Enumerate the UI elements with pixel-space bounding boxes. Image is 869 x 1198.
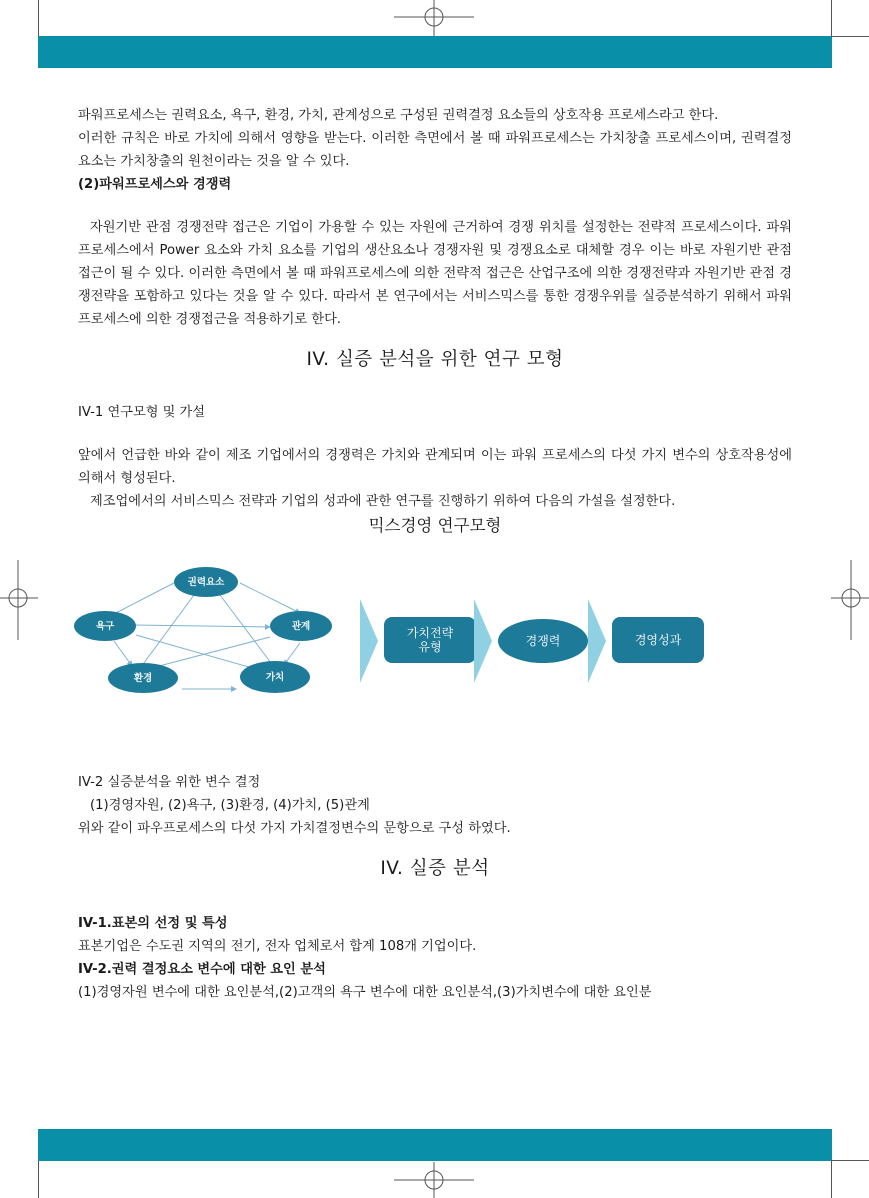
node-value: 가치 [240,661,310,693]
footer-band [38,1129,832,1161]
figure-title: 믹스경영 연구모형 [368,516,502,535]
crop-mark [831,1161,832,1198]
section-title: IV. 실증 분석 [380,858,490,879]
flow-arrow [588,599,606,683]
spacer [78,375,792,401]
box-value-strategy: 가치전략 유형 [384,617,476,663]
spacer [78,196,792,216]
registration-mark-top [394,0,474,36]
header-band [38,36,832,68]
registration-mark-bottom [394,1162,474,1198]
paragraph: 제조업에서의 서비스믹스 전략과 기업의 성과에 관한 연구를 진행하기 위하여 다음의 가설을 설정한다. [90,494,676,509]
paragraph: 위와 같이 파우프로세스의 다섯 가지 가치결정변수의 문항으로 구성 하였다. [78,821,511,836]
spacer [78,884,792,912]
paragraph: 표본기업은 수도권 지역의 전기, 전자 업체로서 합계 108개 기업이다. [78,939,477,954]
spacer [78,721,792,771]
page-content [78,104,792,1004]
box-competitiveness: 경쟁력 [498,619,588,663]
spacer [78,331,792,345]
paragraph: 자원기반 관점 경쟁전략 접근은 기업이 가용할 수 있는 자원에 근거하여 경쟁 위치를 설정한는 전략적 프로세스이다. 파워프로세스에서 Power 요소와 가치 요소를 기업의 생산요소나 경쟁자원 및 경쟁요소로 대체할 경우 이는 바로 자원기반 관점 접근이 될 수 있다. 이러한 측면에서 볼 때 파워프로세스에 의한 전략적 접근은 산업구조에 의한 경쟁전략과 자원기반 관점 경쟁전략을 포함하고 있다는 것을 알 수 있다. 따라서 본 연구에서는 서비스믹스를 통한 경쟁우위를 실증분석하기 위해서 파워프로세스에 의한 경쟁접근을 적용하기로 한다. [78,220,792,327]
spacer [78,840,792,854]
subsection-title: IV-2.권력 결정요소 변수에 대한 요인 분석 [78,962,326,977]
spacer [78,424,792,444]
paragraph: 앞에서 언급한 바와 같이 제조 기업에서의 경쟁력은 가치와 관계되며 이는 파워 프로세스의 다섯 가지 변수의 상호작용성에 의해서 형성된다. [78,448,792,486]
node-relation: 관계 [270,611,332,641]
research-model-diagram [74,561,788,721]
node-environment: 환경 [108,663,178,693]
subsection-title: IV-1 연구모형 및 가설 [78,405,206,420]
crop-mark [831,0,832,36]
subheading: (2)파워프로세스와 경쟁력 [78,177,232,192]
flow-arrow [360,599,378,683]
paragraph: 파워프로세스는 권력요소, 욕구, 환경, 가치, 관계성으로 구성된 권력결정 요소들의 상호작용 프로세스라고 한다. [78,108,719,123]
registration-mark-right [831,560,869,640]
subsection-title: IV-1.표본의 선정 및 특성 [78,916,228,931]
crop-mark [38,1161,39,1198]
registration-mark-left [0,560,38,640]
section-title: IV. 실증 분석을 위한 연구 모형 [306,349,564,370]
paragraph: (1)경영자원 변수에 대한 요인분석,(2)고객의 욕구 변수에 대한 요인분석,(3)가치변수에 대한 요인분 [78,985,652,1000]
box-performance: 경영성과 [612,617,704,663]
node-desire: 욕구 [74,611,136,641]
variable-list: (1)경영자원, (2)욕구, (3)환경, (4)가치, (5)관계 [90,798,370,813]
crop-mark [831,36,869,37]
crop-mark [38,0,39,36]
subsection-title: IV-2 실증분석을 위한 변수 결정 [78,775,261,790]
paragraph: 이러한 규칙은 바로 가치에 의해서 영향을 받는다. 이러한 측면에서 볼 때 파워프로세스는 가치창출 프로세스이며, 권력결정요소는 가치창출의 원천이라는 것을 알 수 있다. [78,131,792,169]
flow-arrow [474,599,492,683]
node-power: 권력요소 [174,567,238,597]
crop-mark [831,1160,869,1161]
